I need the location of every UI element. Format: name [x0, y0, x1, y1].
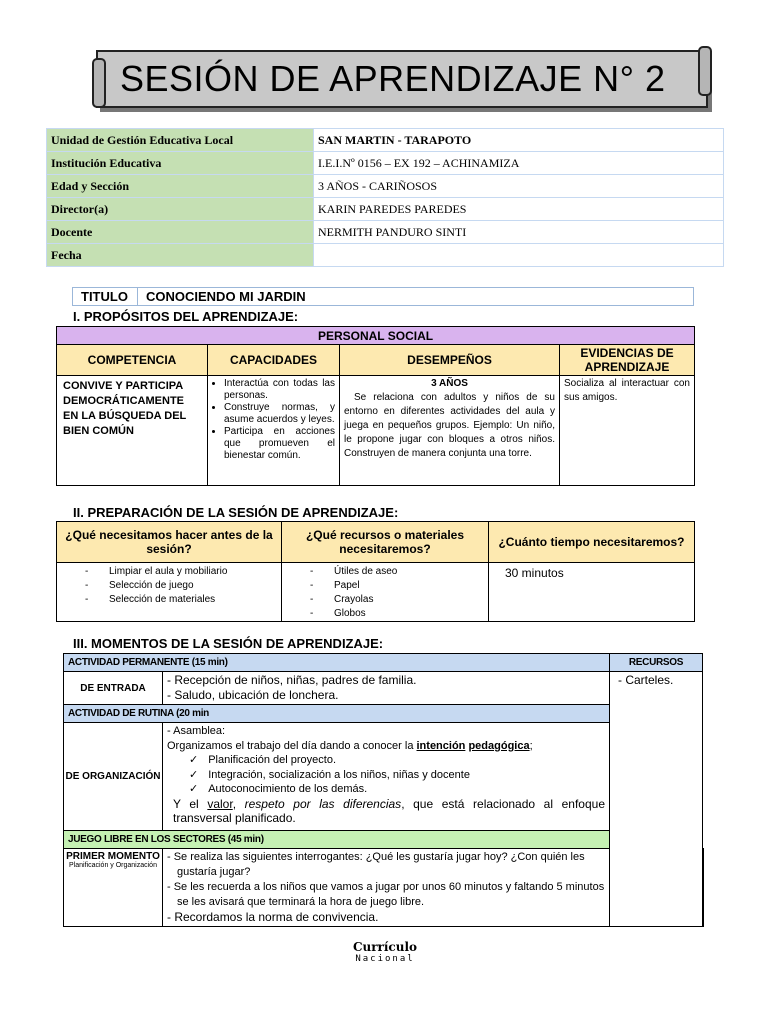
list-item: - Crayolas	[282, 593, 488, 607]
area-header: PERSONAL SOCIAL	[57, 327, 695, 345]
scroll-curl-right	[698, 46, 712, 96]
desempenos-cell	[340, 376, 560, 486]
competencia-cell: CONVIVE Y PARTICIPA DEMOCRÁTICAMENTE EN LA BÚSQUEDA DEL BIEN COMÚN	[57, 376, 208, 486]
check-item: ✓ Integración, socialización a los niños, niñas y docente	[167, 768, 605, 783]
valor-word: valor	[207, 796, 233, 811]
primer-line: - Se realiza las siguientes interrogantes: ¿Qué les gustaría jugar hoy? ¿Con quién les gustaría jugar?	[167, 851, 585, 878]
preparation-table	[56, 521, 695, 622]
entrada-line: - Saludo, ubicación de lonchera.	[167, 688, 339, 702]
header-time: ¿Cuánto tiempo necesitaremos?	[489, 522, 695, 563]
info-value	[314, 244, 724, 267]
page-title: SESIÓN DE APRENDIZAJE N° 2	[120, 58, 666, 99]
list-item: - Globos	[282, 607, 488, 621]
primer-subtitle: Planificación y Organización	[69, 862, 157, 869]
section-heading-3: III. MOMENTOS DE LA SESIÓN DE APRENDIZAJE:	[73, 636, 384, 651]
pedagogic-word: pedagógica	[468, 739, 530, 752]
list-item: • Participa en acciones que promueven el bienestar común.	[224, 426, 335, 462]
info-label: Fecha	[47, 244, 314, 267]
info-value: NERMITH PANDURO SINTI	[314, 221, 724, 244]
asamblea-line: - Asamblea:	[167, 725, 226, 737]
info-label: Unidad de Gestión Educativa Local	[47, 129, 314, 152]
info-label: Edad y Sección	[47, 175, 314, 198]
capacidades-cell	[208, 376, 340, 486]
list-item: • Construye normas, y asume acuerdos y leyes.	[224, 402, 335, 426]
primer-line: - Recordamos la norma de convivencia.	[167, 910, 379, 924]
info-value: I.E.I.Nº 0156 – EX 192 – ACHINAMIZA	[314, 152, 724, 175]
rutina-header: ACTIVIDAD DE RUTINA (20 min	[64, 705, 610, 723]
recursos-cell	[610, 672, 703, 927]
resources-cell	[282, 563, 489, 622]
moments-table	[63, 653, 704, 927]
list-item: - Selección de materiales	[57, 593, 281, 607]
list-item: - Limpiar el aula y mobiliario	[57, 565, 281, 579]
organizacion-label: DE ORGANIZACIÓN	[64, 723, 163, 831]
info-value: 3 AÑOS - CARIÑOSOS	[314, 175, 724, 198]
empty-cell	[703, 849, 704, 927]
header-evidencias: EVIDENCIAS DE APRENDIZAJE	[560, 345, 695, 376]
info-row	[47, 221, 724, 244]
intention-word: intención	[416, 739, 466, 752]
curriculo-logo	[340, 940, 430, 964]
intro-text: Organizamos el trabajo del día dando a conocer la	[167, 739, 414, 752]
primer-title: PRIMER MOMENTO	[66, 851, 160, 862]
recursos-text: - Carteles.	[618, 673, 674, 687]
perm-header: ACTIVIDAD PERMANENTE (15 min)	[64, 654, 610, 672]
check-item: ✓ Autoconocimiento de los demás.	[167, 782, 605, 797]
section-heading-2: II. PREPARACIÓN DE LA SESIÓN DE APRENDIZAJE:	[73, 505, 399, 520]
info-row	[47, 152, 724, 175]
info-row	[47, 175, 724, 198]
primer-momento-cell	[163, 849, 610, 927]
valor-italic: respeto por las diferencias	[244, 796, 402, 811]
evidencias-cell: Socializa al interactuar con sus amigos.	[560, 376, 695, 486]
primer-momento-label	[64, 849, 163, 927]
list-item: - Papel	[282, 579, 488, 593]
scroll-curl-left	[92, 58, 106, 108]
header-before: ¿Qué necesitamos hacer antes de la sesión?	[57, 522, 282, 563]
purposes-table	[56, 326, 695, 486]
info-row	[47, 129, 724, 152]
desempenos-title: 3 AÑOS	[431, 378, 468, 389]
recursos-header: RECURSOS	[610, 654, 703, 672]
header-competencia: COMPETENCIA	[57, 345, 208, 376]
logo-line2: Nacional	[355, 954, 415, 964]
check-item: ✓ Planificación del proyecto.	[167, 753, 605, 768]
valor-pre: Y el	[173, 796, 199, 811]
info-row	[47, 244, 724, 267]
entrada-label: DE ENTRADA	[64, 672, 163, 705]
entrada-line: - Recepción de niños, niñas, padres de familia.	[167, 673, 417, 687]
before-cell	[57, 563, 282, 622]
header-resources: ¿Qué recursos o materiales necesitaremos?	[282, 522, 489, 563]
list-item: • Interactúa con todas las personas.	[224, 378, 335, 402]
valor-line: Y el valor, respeto por las diferencias, que está relacionado al enfoque transversal planificado.	[173, 796, 605, 825]
list-item: - Útiles de aseo	[282, 565, 488, 579]
time-cell: 30 minutos	[489, 563, 695, 622]
intro-line: Organizamos el trabajo del día dando a conocer la intención pedagógica;	[167, 739, 533, 752]
desempenos-text: Se relaciona con adultos y niños de su entorno en diferentes actividades del aula y juega en pequeños grupos. Ejemplo: Un niño, le propone jugar con bloques a otros niños. Construyen de manera conjunta una torre.	[344, 392, 555, 459]
organizacion-cell	[163, 723, 610, 831]
header-desempenos: DESEMPEÑOS	[340, 345, 560, 376]
info-row	[47, 198, 724, 221]
titulo-value: CONOCIENDO MI JARDIN	[138, 288, 694, 306]
titulo-label: TITULO	[73, 288, 138, 306]
info-table	[46, 128, 724, 267]
primer-line: - Se les recuerda a los niños que vamos a jugar por unos 60 minutos y faltando 5 minutos se les avisará que terminará la hora de juego libre.	[167, 881, 605, 908]
titulo-table	[72, 287, 694, 306]
valor-post: que está relacionado al enfoque transversal planificado.	[173, 796, 605, 825]
info-label: Institución Educativa	[47, 152, 314, 175]
entrada-cell	[163, 672, 610, 705]
info-value: SAN MARTIN - TARAPOTO	[314, 129, 724, 152]
list-item: - Selección de juego	[57, 579, 281, 593]
logo-line1: Currículo	[352, 940, 418, 954]
header-capacidades: CAPACIDADES	[208, 345, 340, 376]
info-label: Docente	[47, 221, 314, 244]
section-heading-1: I. PROPÓSITOS DEL APRENDIZAJE:	[73, 309, 299, 324]
info-label: Director(a)	[47, 198, 314, 221]
info-value: KARIN PAREDES PAREDES	[314, 198, 724, 221]
juego-header: JUEGO LIBRE EN LOS SECTORES (45 min)	[64, 831, 610, 849]
title-banner	[96, 50, 708, 108]
